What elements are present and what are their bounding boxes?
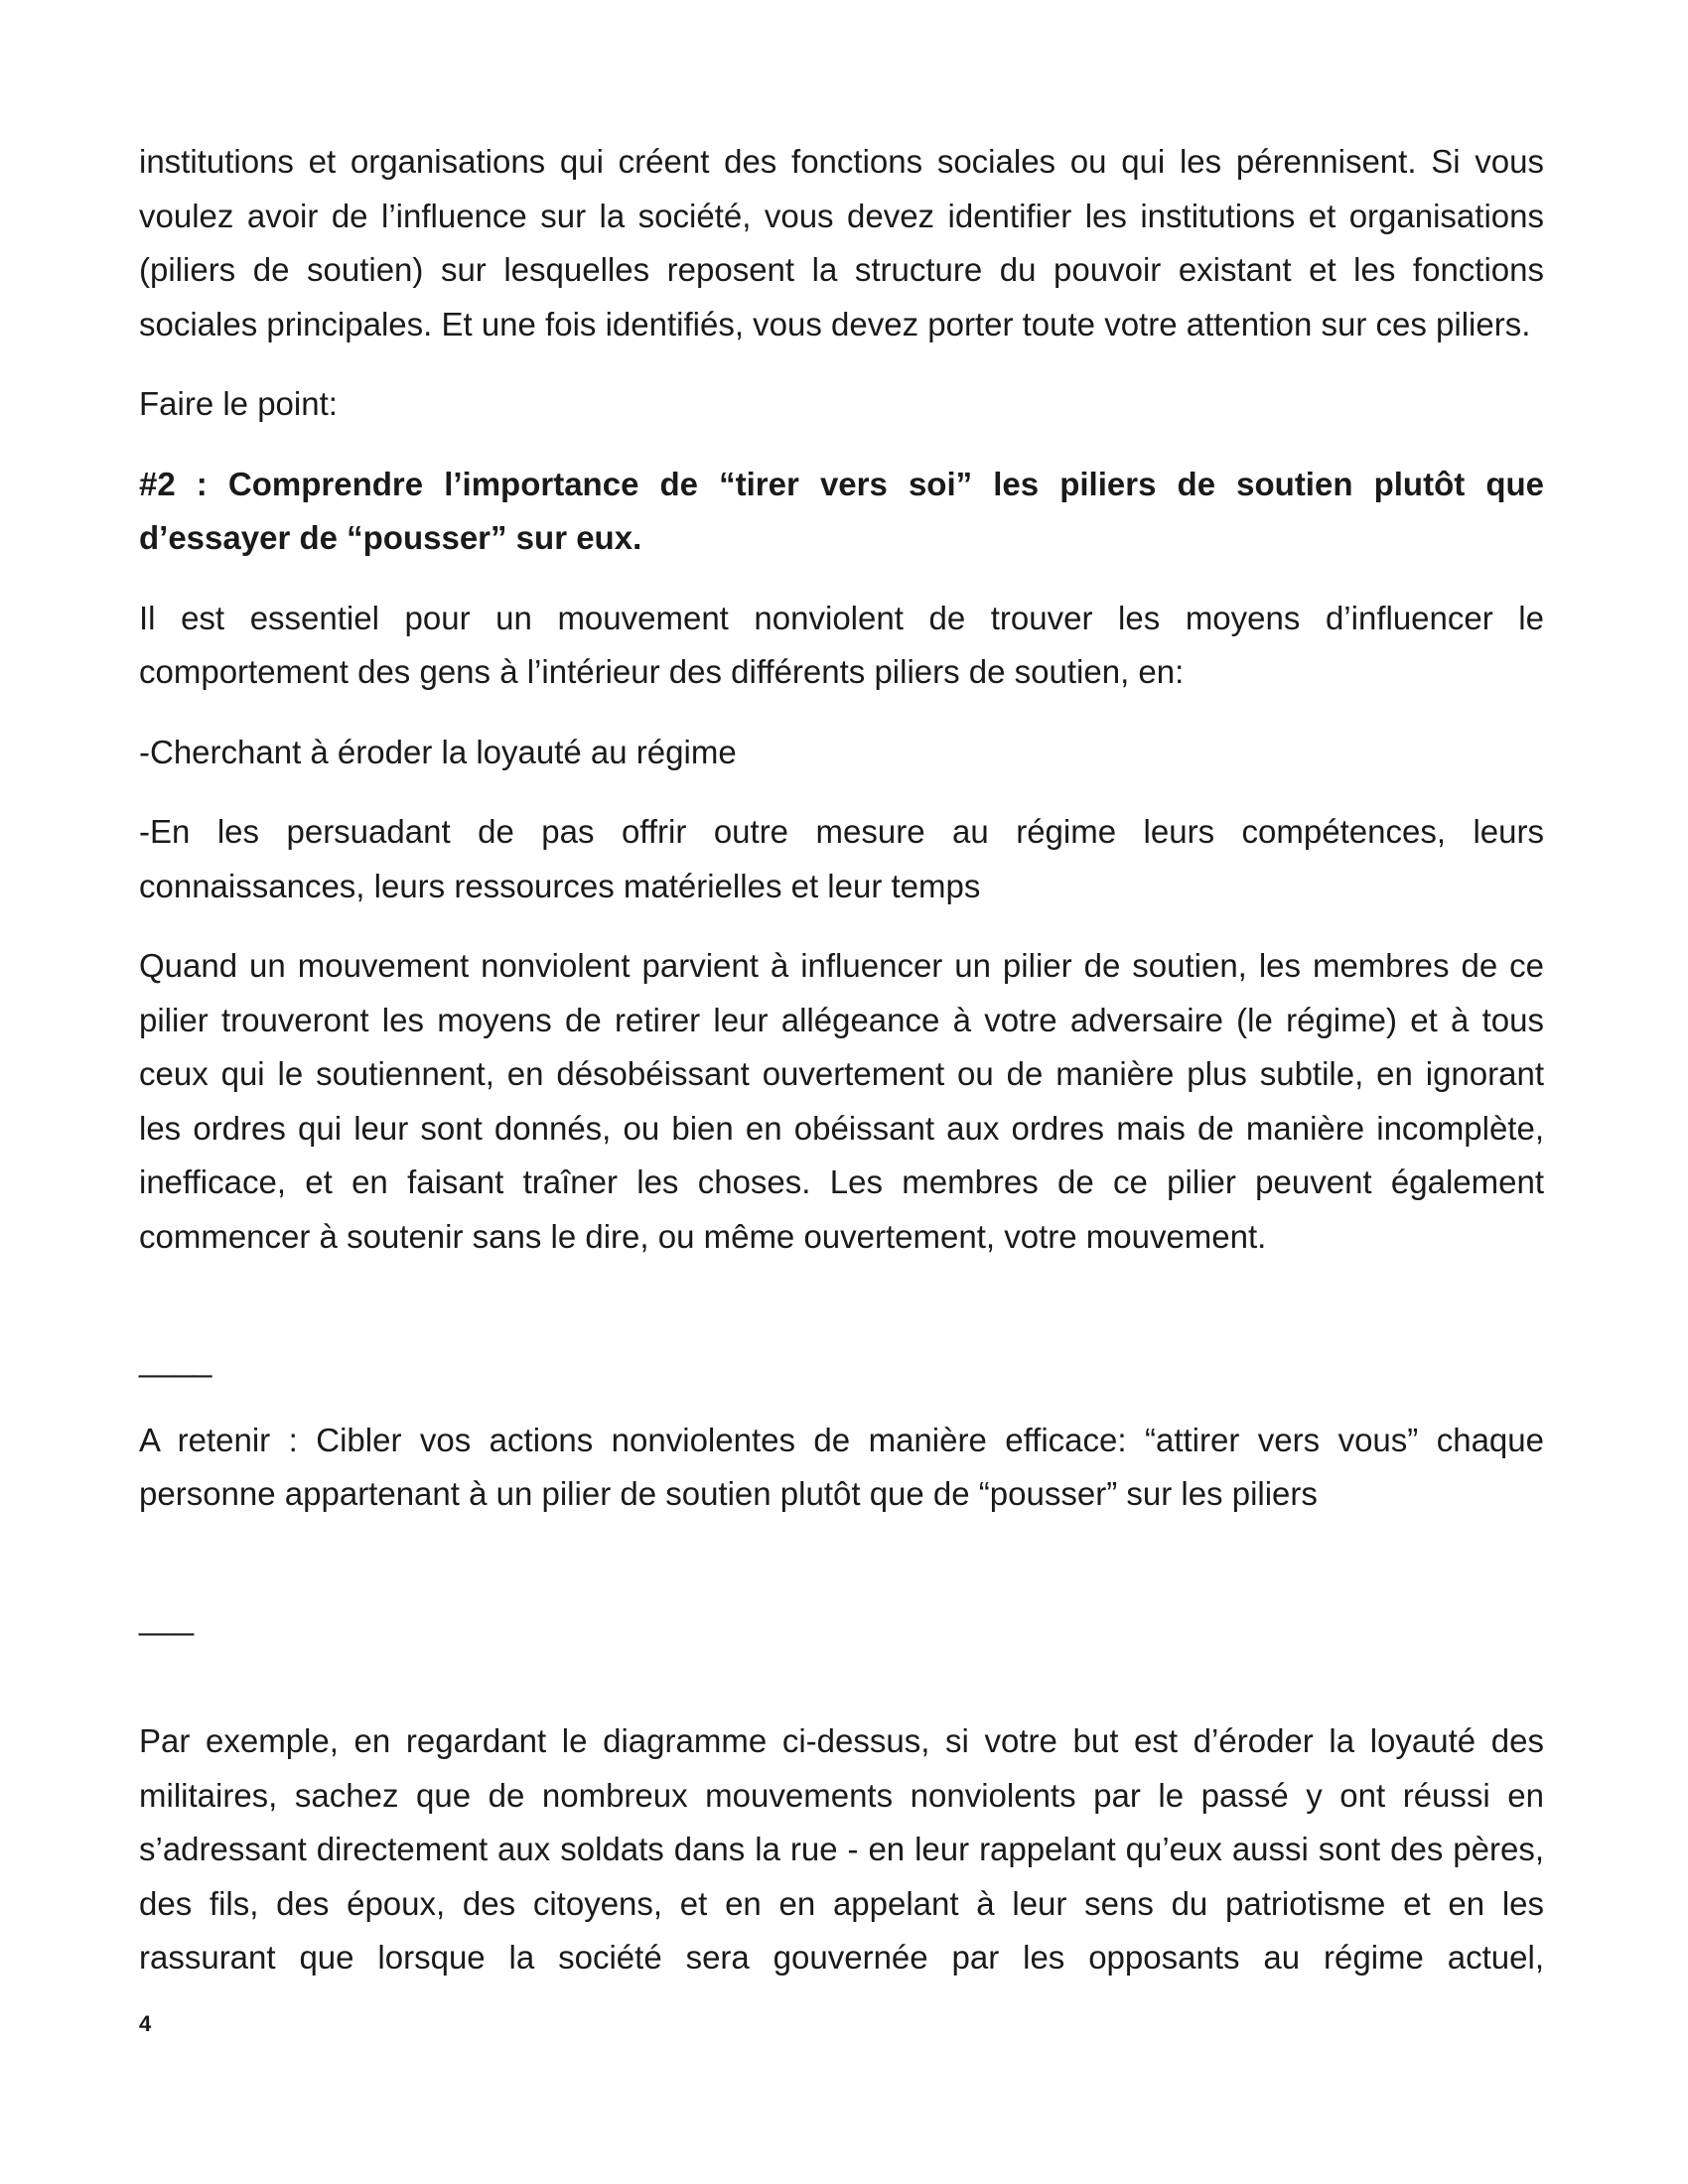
- separator-line-1: ____: [139, 1341, 212, 1378]
- paragraph-pillar-influence: Quand un mouvement nonviolent parvient à influencer un pilier de soutien, les membres de ce pilier trouveront les moyens de retirer leur allégeance à votre adversaire (le régime) et à tous ceux qui le soutiennent, en désobéissant ouvertement ou de manière plus subtile, en ignorant les ordres qui leur sont donnés, ou bien en obéissant aux ordres mais de manière incomplète, inefficace, et en faisant traîner les choses. Les membres de ce pilier peuvent également commencer à soutenir sans le dire, ou même ouvertement, votre mouvement.: [139, 947, 1544, 1255]
- list-item-persuade: -En les persuadant de pas offrir outre mesure au régime leurs compétences, leurs connaissances, leurs ressources matérielles et leur temps: [139, 813, 1544, 904]
- paragraph-pillars-intro: institutions et organisations qui créent des fonctions sociales ou qui les pérennisent. Si vous voulez avoir de l’influence sur la société, vous devez identifier les institutions et organisations (piliers de soutien) sur lesquelles reposent la structure du pouvoir existant et les fonctions sociales principales. Et une fois identifiés, vous devez porter toute votre attention sur ces piliers.: [139, 143, 1544, 342]
- document-body: [139, 135, 1544, 1985]
- list-item-erode-loyalty: -Cherchant à éroder la loyauté au régime: [139, 733, 737, 770]
- separator-line-2: ___: [139, 1598, 195, 1636]
- paragraph-influence-behavior: Il est essentiel pour un mouvement nonviolent de trouver les moyens d’influencer le comportement des gens à l’intérieur des différents piliers de soutien, en:: [139, 599, 1544, 690]
- paragraph-example-military: Par exemple, en regardant le diagramme ci-dessus, si votre but est d’éroder la loyauté des militaires, sachez que de nombreux mouvements nonviolents par le passé y ont réussi en s’adressant directement aux soldats dans la rue - en leur rappelant qu’eux aussi sont des pères, des fils, des époux, des citoyens, et en en appelant à leur sens du patriotisme et en les rassurant que lorsque la société sera gouvernée par les opposants au régime actuel,: [139, 1722, 1544, 1976]
- page-number: 4: [139, 2011, 152, 2036]
- paragraph-key-takeaway: A retenir : Cibler vos actions nonviolentes de manière efficace: “attirer vers vous” chaque personne appartenant à un pilier de soutien plutôt que de “pousser” sur les piliers: [139, 1421, 1544, 1512]
- paragraph-summary-label: Faire le point:: [139, 385, 338, 422]
- section-heading-2: #2 : Comprendre l’importance de “tirer vers soi” les piliers de soutien plutôt que d’essayer de “pousser” sur eux.: [139, 465, 1544, 556]
